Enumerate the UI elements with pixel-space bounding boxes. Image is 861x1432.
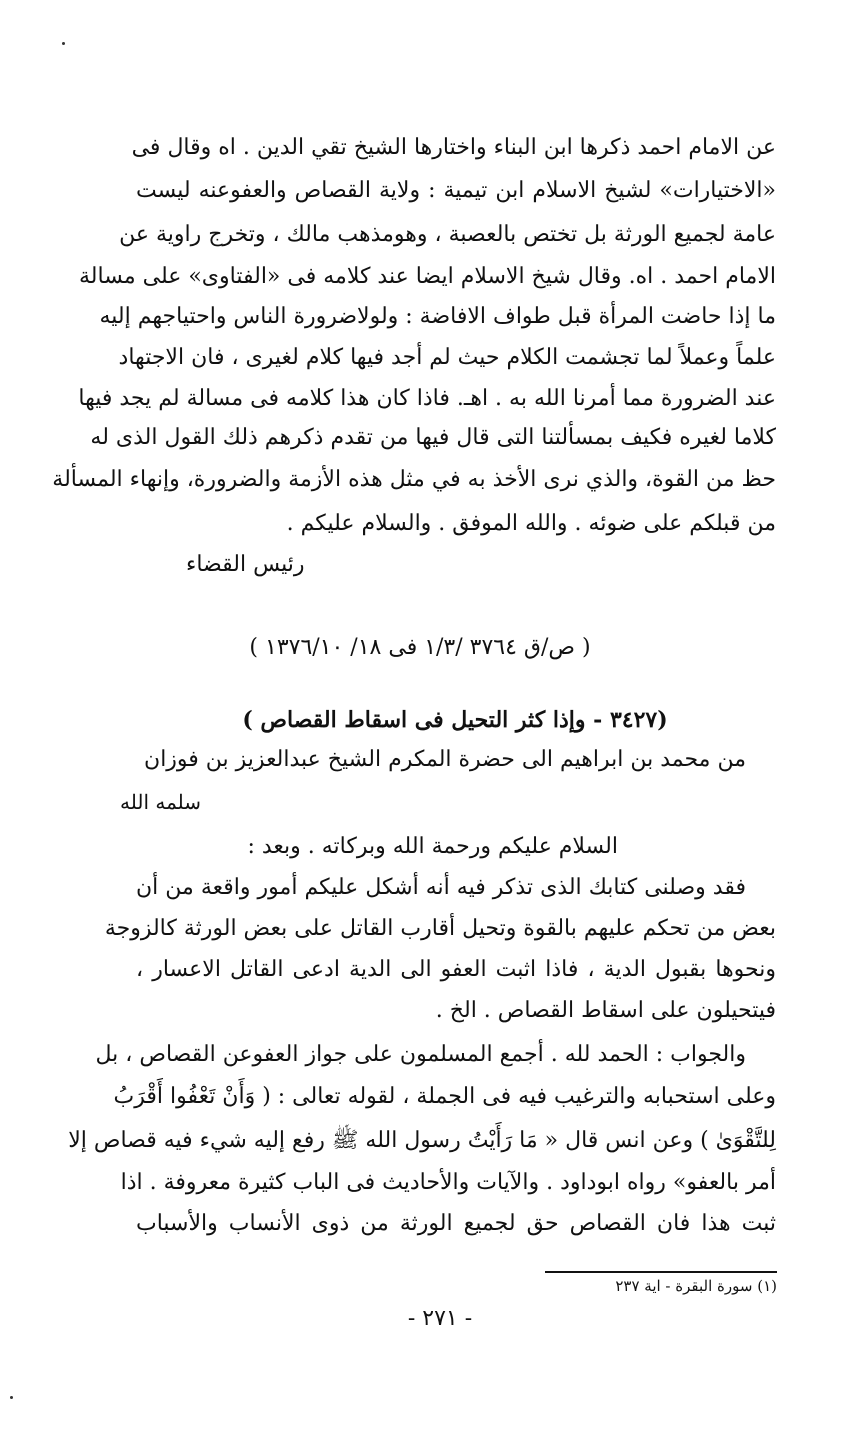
text-line: فيتحيلون على اسقاط القصاص . الخ . bbox=[435, 998, 776, 1023]
text-line: من قبلكم على ضوئه . والله الموفق . والسلام عليكم . bbox=[286, 511, 776, 536]
text-line: عامة لجميع الورثة بل تختص بالعصبة ، وهومذهب مالك ، وتخرج راوية عن bbox=[119, 222, 776, 247]
text-line: كلاما لغيره فكيف بمسألتنا التى قال فيها من تقدم ذكرهم ذلك القول الذى له bbox=[90, 425, 776, 450]
text-line: حظ من القوة، والذي نرى الأخذ به في مثل هذه الأزمة والضرورة، وإنهاء المسألة bbox=[52, 467, 776, 492]
text-line: ثبت هذا فان القصاص حق لجميع الورثة من ذوى الأنساب والأسباب bbox=[136, 1211, 776, 1236]
section-heading: (٣٤٢٧ - وإذا كثر التحيل فى اسقاط القصاص ) bbox=[242, 707, 668, 733]
greeting: السلام عليكم ورحمة الله وبركاته . وبعد : bbox=[247, 834, 618, 859]
scan-speck bbox=[10, 1396, 13, 1399]
signature: رئيس القضاء bbox=[186, 552, 305, 577]
text-line: لِلتَّقْوَىٰ ) وعن انس قال « مَا رَأَيْتُ رسول الله ﷺ رفع إليه شيء فيه قصاص إلا bbox=[68, 1128, 776, 1153]
text-line: الامام احمد . اه. وقال شيخ الاسلام ايضا عند كلامه فى «الفتاوى» على مسالة bbox=[79, 264, 776, 289]
address-blessing: سلمه الله bbox=[120, 790, 202, 814]
text-line: أمر بالعفو» رواه ابوداود . والآيات والأحاديث فى الباب كثيرة معروفة . اذا bbox=[120, 1170, 776, 1195]
text-line: علماً وعملاً لما تجشمت الكلام حيث لم أجد فيها كلام لغيرى ، فان الاجتهاد bbox=[118, 345, 776, 370]
text-line: وعلى استحبابه والترغيب فيه فى الجملة ، لقوله تعالى : ( وَأَنْ تَعْفُوا أَقْرَبُ bbox=[113, 1084, 776, 1109]
document-reference: ( ص/ق ٣٧٦٤ /١/٣ فى ١٨/ ١٣٧٦/١٠ ) bbox=[249, 635, 591, 660]
text-line: عن الامام احمد ذكرها ابن البناء واختارها الشيخ تقي الدين . اه وقال فى bbox=[131, 135, 776, 160]
address-line: من محمد بن ابراهيم الى حضرة المكرم الشيخ عبدالعزيز بن فوزان bbox=[144, 747, 746, 772]
scan-speck bbox=[62, 42, 65, 45]
text-line: بعض من تحكم عليهم بالقوة وتحيل أقارب القاتل على بعض الورثة كالزوجة bbox=[104, 916, 776, 941]
footnote-divider bbox=[545, 1271, 777, 1273]
text-line: ونحوها بقبول الدية ، فاذا اثبت العفو الى الدية ادعى القاتل الاعسار ، bbox=[136, 957, 776, 982]
text-line: عند الضرورة مما أمرنا الله به . اهـ. فاذا كان هذا كلامه فى مسالة لم يجد فيها bbox=[78, 386, 776, 411]
text-line: ما إذا حاضت المرأة قبل طواف الافاضة : ولولاضرورة الناس واحتياجهم إليه bbox=[99, 304, 776, 329]
text-line: «الاختيارات» لشيخ الاسلام ابن تيمية : ولاية القصاص والعفوعنه ليست bbox=[136, 178, 776, 203]
page-number: - ٢٧١ - bbox=[407, 1306, 473, 1331]
text-line: والجواب : الحمد لله . أجمع المسلمون على جواز العفوعن القصاص ، بل bbox=[95, 1042, 746, 1067]
text-line: فقد وصلنى كتابك الذى تذكر فيه أنه أشكل عليكم أمور واقعة من أن bbox=[136, 875, 746, 900]
footnote: (١) سورة البقرة - اية ٢٣٧ bbox=[615, 1277, 777, 1295]
